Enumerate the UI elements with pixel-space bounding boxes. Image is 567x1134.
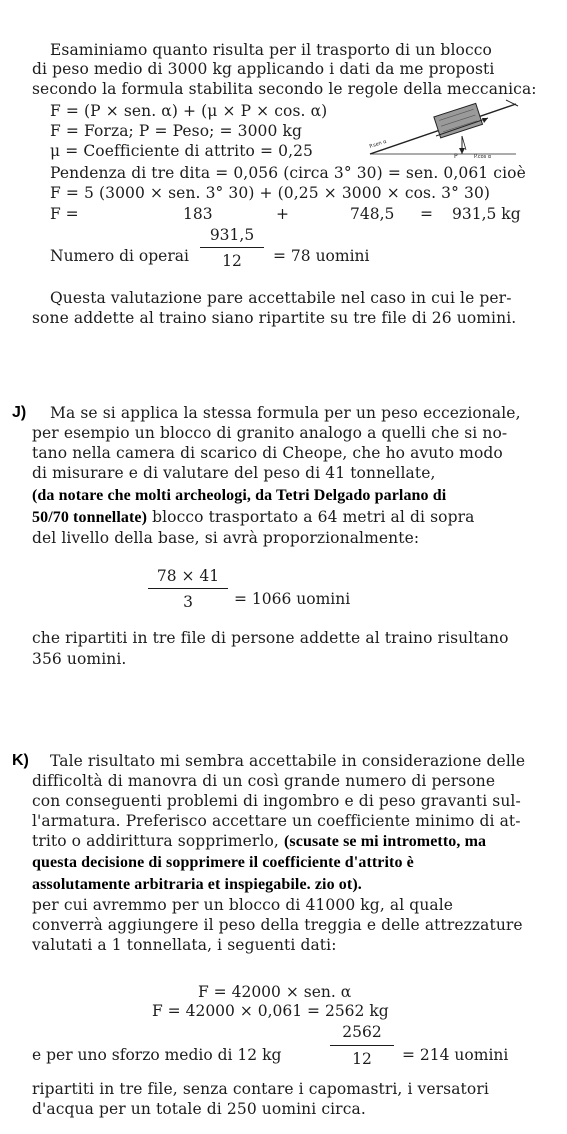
sforzo-result: = 214 uomini bbox=[402, 1046, 509, 1064]
text-line: Questa valutazione pare accettabile nel caso in cui le per- bbox=[50, 289, 512, 307]
fraction-denominator: 12 bbox=[200, 247, 264, 273]
result-b: 748,5 bbox=[350, 205, 395, 223]
text-line: Ma se si applica la stessa formula per un peso eccezionale, bbox=[50, 404, 521, 422]
text-line: sone addette al traino siano ripartite su tre file di 26 uomini. bbox=[32, 309, 517, 327]
text-line: d'acqua per un totale di 250 uomini circa. bbox=[32, 1100, 366, 1118]
text-line: del livello della base, si avrà proporzionalmente: bbox=[32, 529, 420, 547]
formula-line: μ = Coefficiente di attrito = 0,25 bbox=[50, 142, 314, 160]
text-line: Pendenza di tre dita = 0,056 (circa 3° 30) = sen. 0,061 cioè bbox=[50, 164, 526, 182]
equation-line: F = 42000 × 0,061 = 2562 kg bbox=[152, 1002, 389, 1020]
result-a: 183 bbox=[183, 205, 213, 223]
fraction-denominator: 3 bbox=[148, 588, 228, 614]
text-line: ripartiti in tre file, senza contare i capomastri, i versatori bbox=[32, 1080, 489, 1098]
fraction-numerator: 2562 bbox=[342, 1023, 382, 1041]
text-line: con conseguenti problemi di ingombro e di peso gravanti sul- bbox=[32, 792, 521, 810]
text-line: Esaminiamo quanto risulta per il trasporto di un blocco bbox=[50, 41, 492, 59]
inclined-plane-diagram bbox=[366, 96, 526, 162]
result-f: F = bbox=[50, 205, 79, 223]
text-line: che ripartiti in tre file di persone addette al traino risultano bbox=[32, 629, 509, 647]
bold-note: assolutamente arbitraria et inspiegabile. zio ot). bbox=[32, 876, 362, 893]
text-line: di misurare e di valutare del peso di 41 tonnellate, bbox=[32, 464, 436, 482]
operai-result: = 78 uomini bbox=[273, 247, 370, 265]
text-line: di peso medio di 3000 kg applicando i dati da me proposti bbox=[32, 60, 495, 78]
sforzo-fraction bbox=[330, 1023, 394, 1071]
diagram-label: P.cos α bbox=[474, 154, 492, 160]
text-line: per cui avremmo per un blocco di 41000 kg, al quale bbox=[32, 896, 454, 914]
bold-note: (da notare che molti archeologi, da Tetri Delgado parlano di bbox=[32, 487, 447, 504]
formula-line: F = (P × sen. α) + (μ × P × cos. α) bbox=[50, 102, 328, 120]
text-line: per esempio un blocco di granito analogo a quelli che si no- bbox=[32, 424, 508, 442]
text-line bbox=[32, 508, 474, 527]
formula-line: F = 5 (3000 × sen. 3° 30) + (0,25 × 3000 × cos. 3° 30) bbox=[50, 184, 491, 202]
text-line: converrà aggiungere il peso della treggia e delle attrezzature bbox=[32, 916, 523, 934]
diagram-label: P bbox=[454, 153, 458, 160]
result-eq: = bbox=[420, 205, 433, 223]
bold-note: 50/70 tonnellate) bbox=[32, 509, 148, 526]
text-line: secondo la formula stabilita secondo le regole della meccanica: bbox=[32, 80, 537, 98]
text-span: trito o addirittura sopprimerlo, bbox=[32, 832, 279, 850]
fraction-numerator: 78 × 41 bbox=[156, 567, 220, 585]
text-line: difficoltà di manovra di un così grande numero di persone bbox=[32, 772, 496, 790]
result-plus: + bbox=[276, 205, 289, 223]
text-span: blocco trasportato a 64 metri al di sopra bbox=[152, 508, 475, 526]
section-marker: K) bbox=[12, 752, 29, 769]
formula-line: F = Forza; P = Peso; = 3000 kg bbox=[50, 122, 303, 140]
men-fraction bbox=[148, 567, 228, 614]
text-line: tano nella camera di scarico di Cheope, che ho avuto modo bbox=[32, 444, 503, 462]
text-line: 356 uomini. bbox=[32, 650, 127, 668]
bold-note: (scusate se mi intrometto, ma bbox=[284, 833, 487, 850]
operai-fraction bbox=[200, 226, 264, 273]
result-c: 931,5 kg bbox=[452, 205, 521, 223]
fraction-denominator: 12 bbox=[330, 1045, 394, 1071]
text-line: Tale risultato mi sembra accettabile in considerazione delle bbox=[50, 752, 526, 770]
operai-label: Numero di operai bbox=[50, 247, 189, 265]
fraction-numerator: 931,5 bbox=[209, 226, 255, 244]
sforzo-label: e per uno sforzo medio di 12 kg bbox=[32, 1046, 282, 1064]
text-line bbox=[32, 832, 486, 851]
fraction-result: = 1066 uomini bbox=[234, 590, 351, 608]
text-line: valutati a 1 tonnellata, i seguenti dati: bbox=[32, 936, 337, 954]
diagram-label: P.sen α bbox=[368, 138, 388, 150]
section-marker: J) bbox=[12, 404, 27, 421]
equation-line: F = 42000 × sen. α bbox=[198, 983, 352, 1001]
bold-note: questa decisione di sopprimere il coefficiente d'attrito è bbox=[32, 854, 414, 871]
text-line: l'armatura. Preferisco accettare un coefficiente minimo di at- bbox=[32, 812, 521, 830]
